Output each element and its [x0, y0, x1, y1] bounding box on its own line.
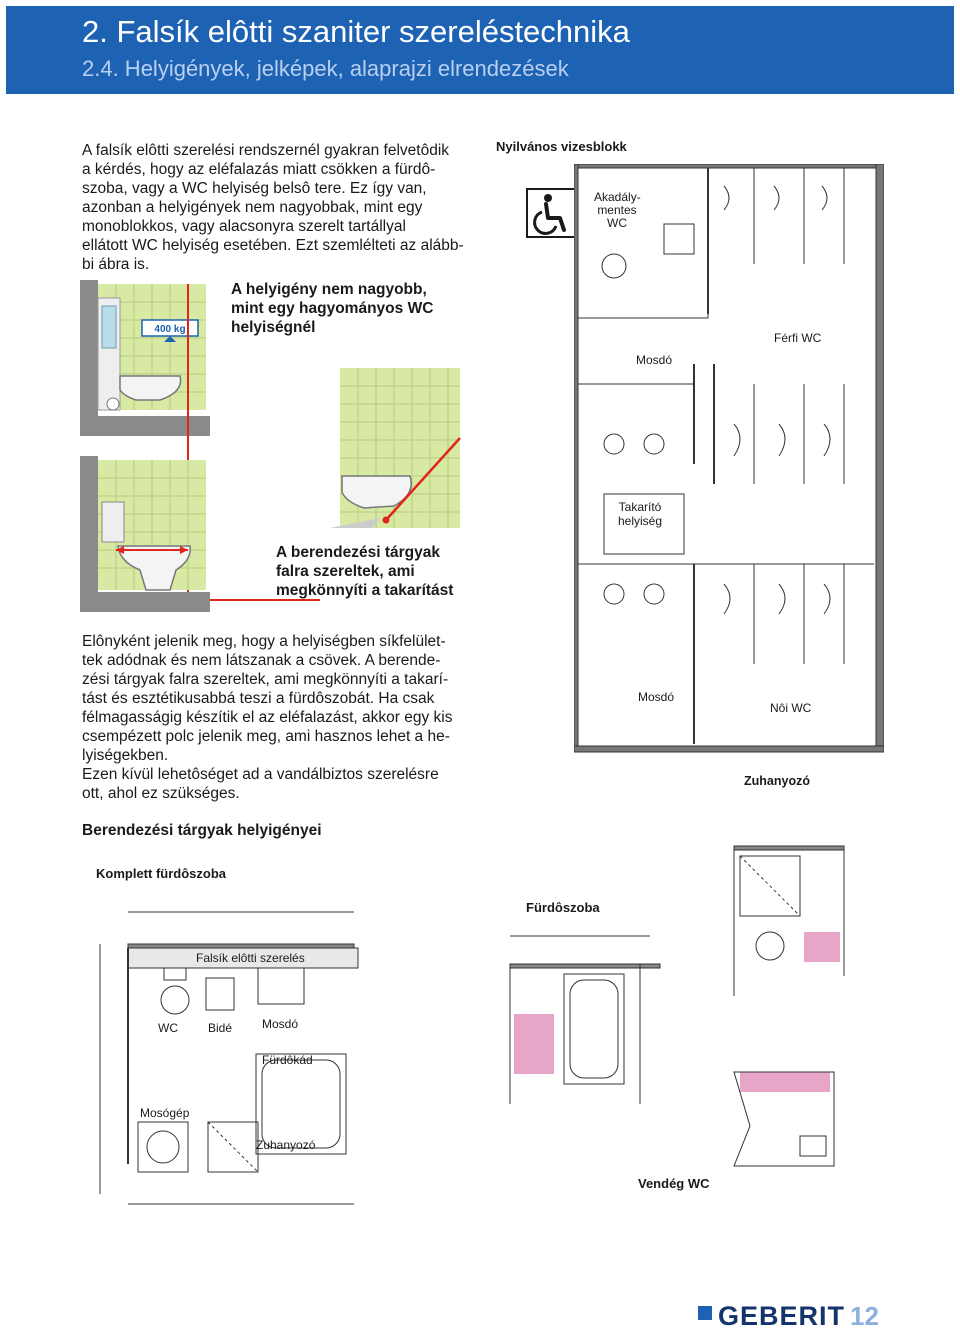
body-line: félmagasságig készítik el az eléfalazást, akkor egy kis	[82, 709, 453, 726]
shower-label: Zuhanyozó	[744, 774, 810, 788]
page-number: 12	[850, 1301, 879, 1331]
bathroom-title: Fürdôszoba	[526, 900, 600, 915]
intro-line: szoba, vagy a WC helyiség belsô tere. Ez így van,	[82, 180, 427, 197]
washroom-label-top: Mosdó	[636, 353, 673, 367]
complete-bathroom-title: Komplett fürdôszoba	[96, 866, 226, 881]
caption-line: mint egy hagyományos WC	[231, 300, 434, 317]
mens-wc-label: Férfi WC	[774, 331, 822, 345]
page-subtitle: 2.4. Helyigények, jelképek, alaprajzi elrendezések	[82, 56, 569, 81]
public-block-plan	[574, 164, 884, 754]
bathroom-plan	[480, 924, 710, 1124]
caption-line: megkönnyíti a takarítást	[276, 582, 454, 599]
washroom-label-bottom: Mosdó	[638, 690, 675, 704]
wheelchair-icon	[526, 188, 576, 238]
label-line: helyiség	[618, 514, 663, 528]
intro-line: monoblokkos, vagy alacsonyra szerelt tartállyal	[82, 218, 406, 235]
body-line: lyiségekben.	[82, 747, 169, 764]
washbasin-label: Mosdó	[262, 1017, 299, 1031]
advantages-paragraph	[82, 632, 470, 803]
body-line: Ezen kívül lehetôséget ad a vandálbiztos szerelésre	[82, 766, 439, 783]
label-line: WC	[607, 216, 627, 230]
label-line: Akadály-	[594, 190, 641, 204]
washing-machine-label: Mosógép	[140, 1106, 190, 1120]
label-line: mentes	[597, 203, 637, 217]
guest-wc-title: Vendég WC	[638, 1176, 710, 1191]
front-wall-label: Falsík elôtti szerelés	[196, 951, 305, 965]
womens-wc-label: Nôi WC	[770, 701, 812, 715]
load-weight-label: 400 kg	[154, 324, 186, 335]
shower-area-label: Zuhanyozó	[256, 1138, 316, 1152]
intro-paragraph	[82, 141, 464, 274]
body-line: ott, ahol ez szükséges.	[82, 785, 240, 802]
caption-wall-mounted	[276, 543, 464, 600]
cleaning-room-label	[618, 500, 662, 528]
guest-wc-plan	[680, 836, 890, 1176]
section-heading: Berendezési tárgyak helyigényei	[82, 822, 322, 839]
intro-line: azonban a helyigények nem nagyobbak, mint egy	[82, 199, 423, 216]
bathtub-label: Fürdôkád	[262, 1053, 313, 1067]
body-line: zési tárgyak falra szereltek, ami megkönnyíti a takarí-	[82, 671, 449, 688]
wc-label: WC	[158, 1021, 178, 1035]
label-line: Takarító	[618, 500, 662, 514]
bidet-label: Bidé	[208, 1021, 233, 1035]
intro-line: A falsík elôtti szerelési rendszernél gyakran felvetôdik	[82, 142, 450, 159]
caption-line: A berendezési tárgyak	[276, 544, 440, 561]
accessible-wc-label	[594, 191, 640, 230]
brand-logo: GEBERIT	[718, 1301, 846, 1331]
body-line: tek adódnak és nem látszanak a csövek. A berende-	[82, 652, 441, 669]
caption-space-requirement	[231, 280, 463, 337]
body-line: Elônyként jelenik meg, hogy a helyiségben síkfelület-	[82, 633, 446, 650]
body-line: csempézett polc jelenik meg, ami hasznos lehet a he-	[82, 728, 450, 745]
caption-line: helyiségnél	[231, 319, 316, 336]
caption-line: A helyigény nem nagyobb,	[231, 281, 427, 298]
intro-line: bi ábra is.	[82, 256, 150, 273]
caption-line: falra szereltek, ami	[276, 563, 415, 580]
brand-square-icon	[698, 1306, 712, 1320]
public-block-title: Nyilvános vizesblokk	[496, 139, 627, 154]
page-title: 2. Falsík elôtti szaniter szereléstechnika	[82, 14, 630, 49]
intro-line: ellátott WC helyiség esetében. Ezt szemlélteti az alább-	[82, 237, 464, 254]
intro-line: a kérdés, hogy az eléfalazás miatt csökken a fürdô-	[82, 161, 436, 178]
body-line: tást és esztétikusabbá teszi a fürdôszobát. Ha csak	[82, 690, 435, 707]
